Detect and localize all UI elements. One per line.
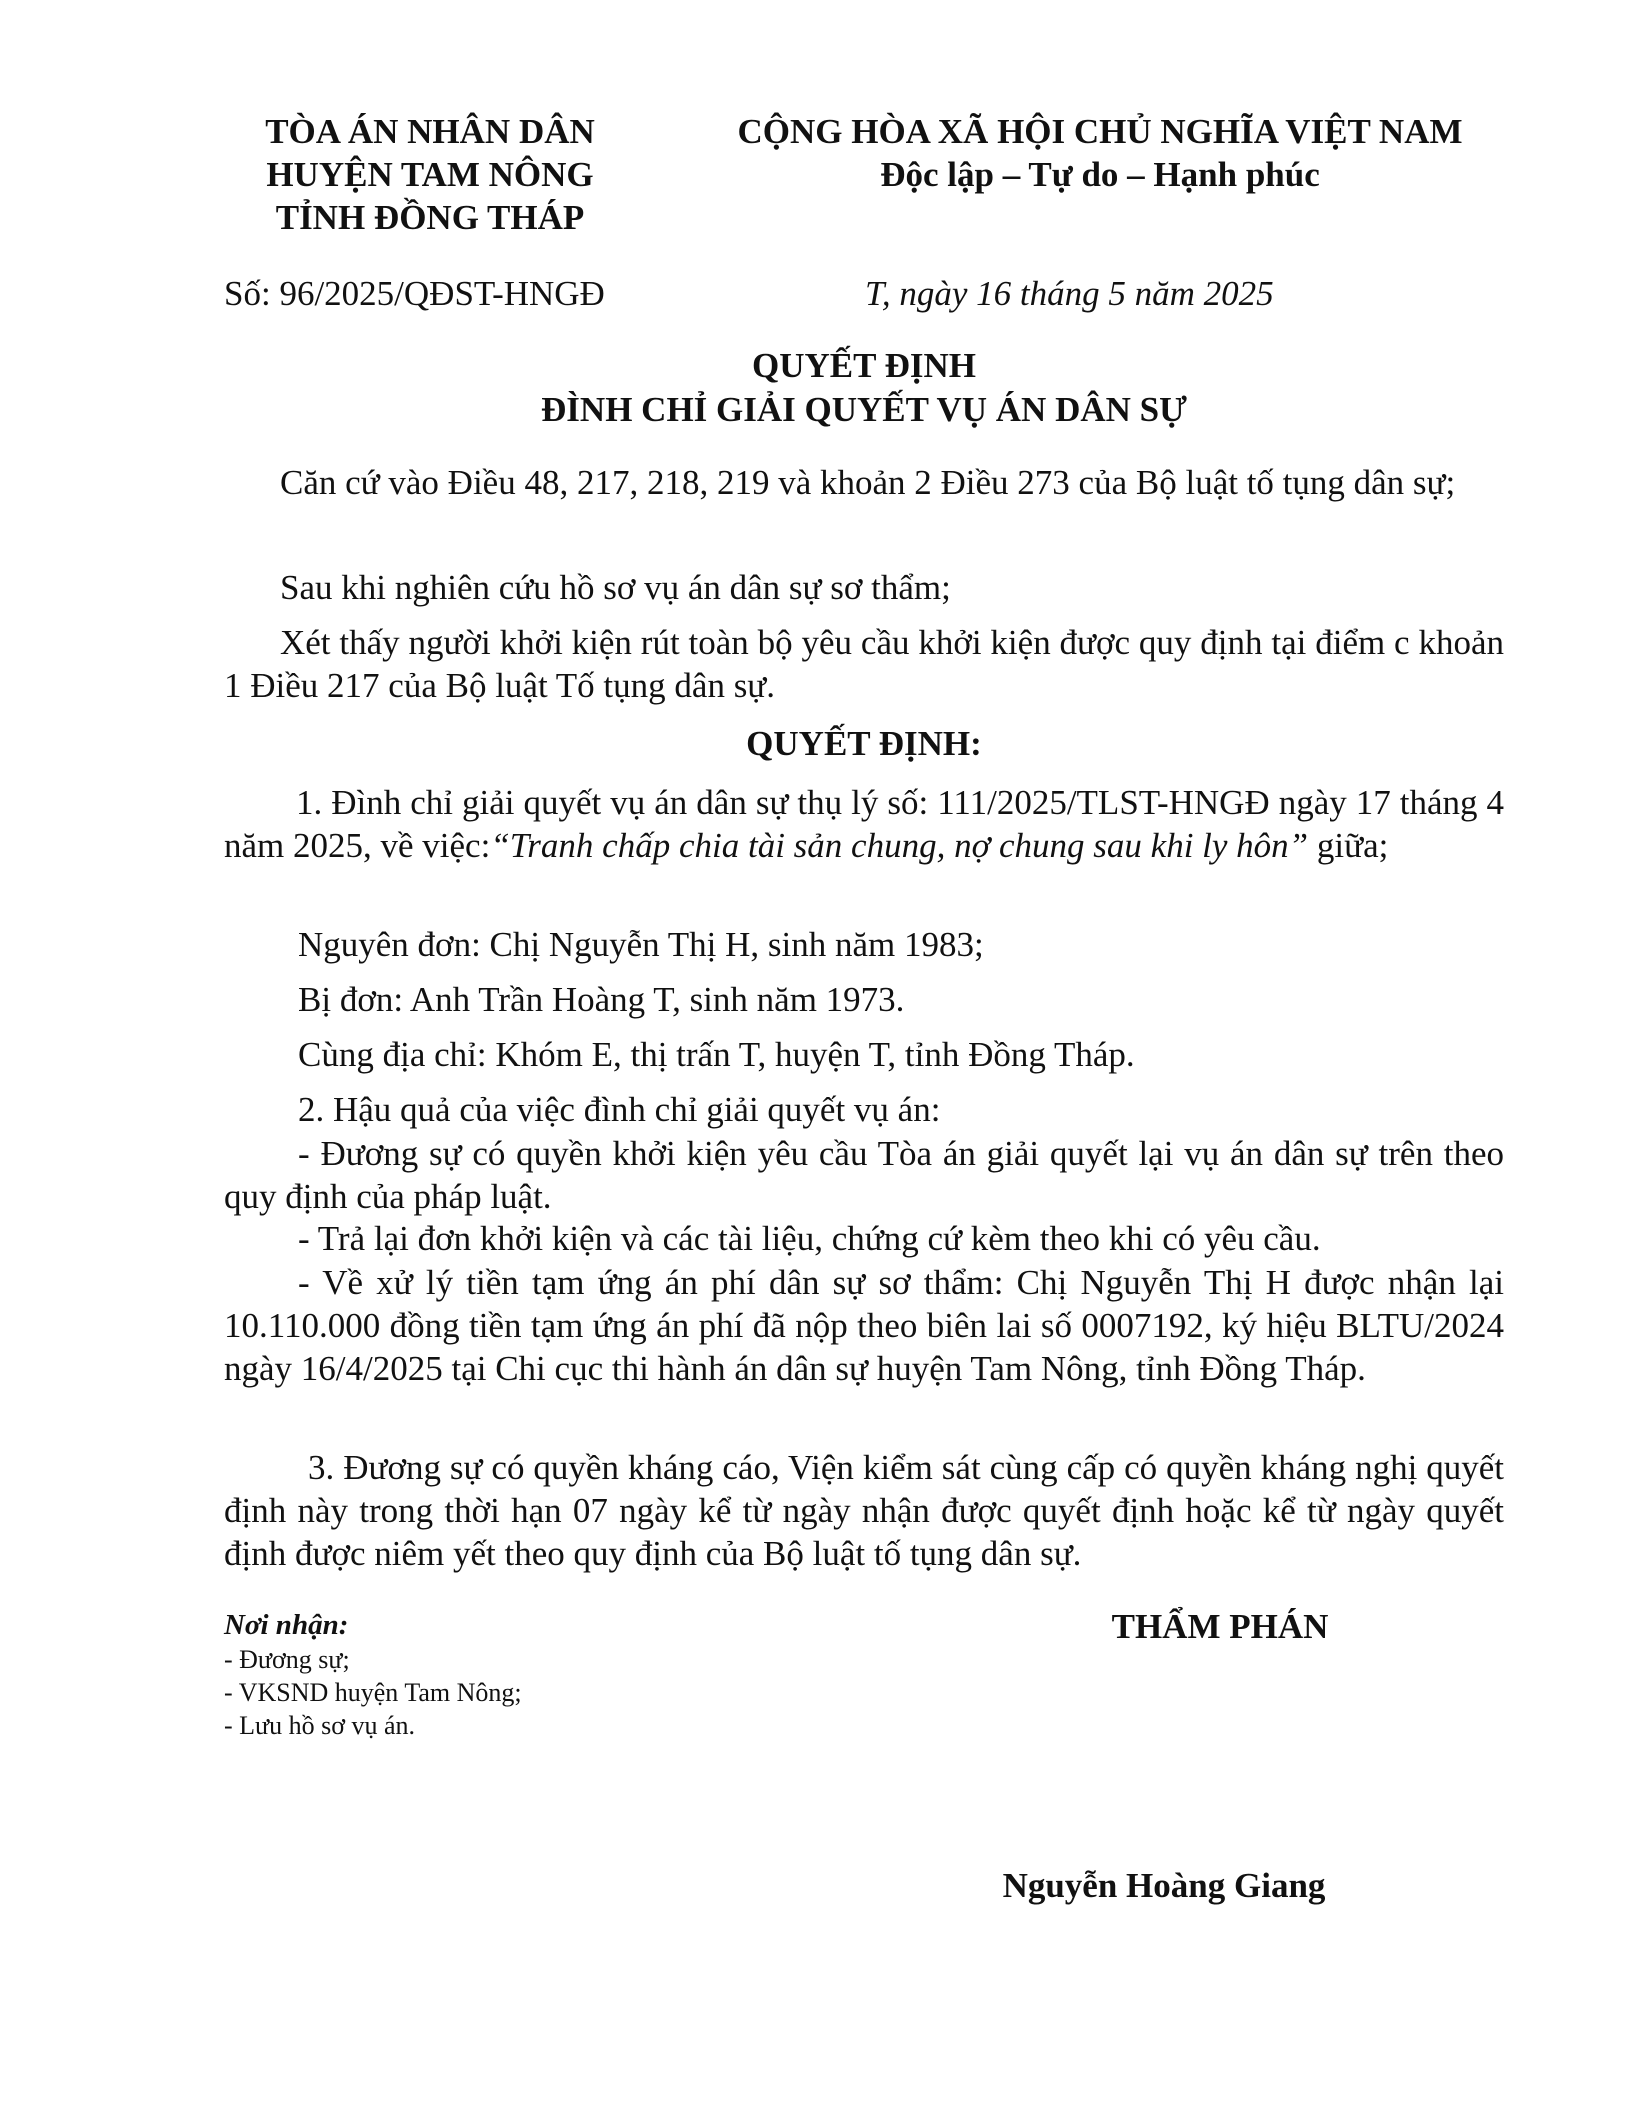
court-name-line-1: TÒA ÁN NHÂN DÂN [265,112,595,151]
item-1-tail: giữa; [1316,826,1389,865]
item-2-bullet-1: - Đương sự có quyền khởi kiện yêu cầu Tòa án giải quyết lại vụ án dân sự trên theo quy định của pháp luật. [224,1134,1504,1216]
recipients-block [224,1607,522,1742]
court-name-block [200,110,660,239]
decision-heading: QUYẾT ĐỊNH: [746,724,982,763]
plaintiff: Nguyên đơn: Chị Nguyễn Thị H, sinh năm 1983; [298,925,984,964]
recipient-item: - VKSND huyện Tam Nông; [224,1678,522,1707]
document-number: Số: 96/2025/QĐST-HNGĐ [224,274,605,313]
item-1 [224,781,1504,867]
motto: Độc lập – Tự do – Hạnh phúc [880,155,1320,194]
recipients-label: Nơi nhận: [224,1609,349,1641]
recipient-item: - Lưu hồ sơ vụ án. [224,1711,416,1740]
preamble-review: Sau khi nghiên cứu hồ sơ vụ án dân sự sơ thẩm; [280,568,951,607]
court-name-line-2: HUYỆN TAM NÔNG [266,155,594,194]
title-line-1: QUYẾT ĐỊNH [752,346,976,385]
document-title [224,344,1504,432]
signer-name: Nguyễn Hoàng Giang [1002,1866,1326,1905]
item-3: 3. Đương sự có quyền kháng cáo, Viện kiểm sát cùng cấp có quyền kháng nghị quyết định này trong thời hạn 07 ngày kể từ ngày nhận được quyết định hoặc kể từ ngày quyết định được niêm yết theo quy định của Bộ luật tố tụng dân sự. [224,1448,1504,1573]
item-1-text: 1. Đình chỉ giải quyết vụ án dân sự thụ lý số: 111/2025/TLST-HNGĐ ngày 17 tháng 4 năm 2025, về việc: [224,783,1504,865]
item-2-heading: 2. Hậu quả của việc đình chỉ giải quyết vụ án: [298,1090,941,1129]
country-name: CỘNG HÒA XÃ HỘI CHỦ NGHĨA VIỆT NAM [737,112,1463,151]
court-name-line-3: TỈNH ĐỒNG THÁP [275,198,585,237]
item-2-bullet-2: - Trả lại đơn khởi kiện và các tài liệu, chứng cứ kèm theo khi có yêu cầu. [298,1219,1321,1258]
title-line-2: ĐÌNH CHỈ GIẢI QUYẾT VỤ ÁN DÂN SỰ [541,390,1187,429]
item-2-bullet-3: - Về xử lý tiền tạm ứng án phí dân sự sơ thẩm: Chị Nguyễn Thị H được nhận lại 10.110.000 đồng tiền tạm ứng án phí đã nộp theo biên lai số 0007192, ký hiệu BLTU/2024 ngày 16/4/2025 tại Chi cục thi hành án dân sự huyện Tam Nông, tỉnh Đồng Tháp. [224,1263,1504,1388]
address: Cùng địa chỉ: Khóm E, thị trấn T, huyện T, tỉnh Đồng Tháp. [298,1035,1135,1074]
recipient-item: - Đương sự; [224,1645,350,1674]
preamble-withdrawal: Xét thấy người khởi kiện rút toàn bộ yêu cầu khởi kiện được quy định tại điểm c khoản 1 Điều 217 của Bộ luật Tố tụng dân sự. [224,623,1504,705]
preamble-legal-basis: Căn cứ vào Điều 48, 217, 218, 219 và khoản 2 Điều 273 của Bộ luật tố tụng dân sự; [280,463,1456,502]
defendant: Bị đơn: Anh Trần Hoàng T, sinh năm 1973. [298,980,905,1019]
case-subject: “Tranh chấp chia tài sản chung, nợ chung sau khi ly hôn” [490,826,1309,865]
national-motto-block [700,110,1500,196]
signer-title: THẨM PHÁN [1111,1607,1329,1646]
document-date: T, ngày 16 tháng 5 năm 2025 [865,274,1274,313]
